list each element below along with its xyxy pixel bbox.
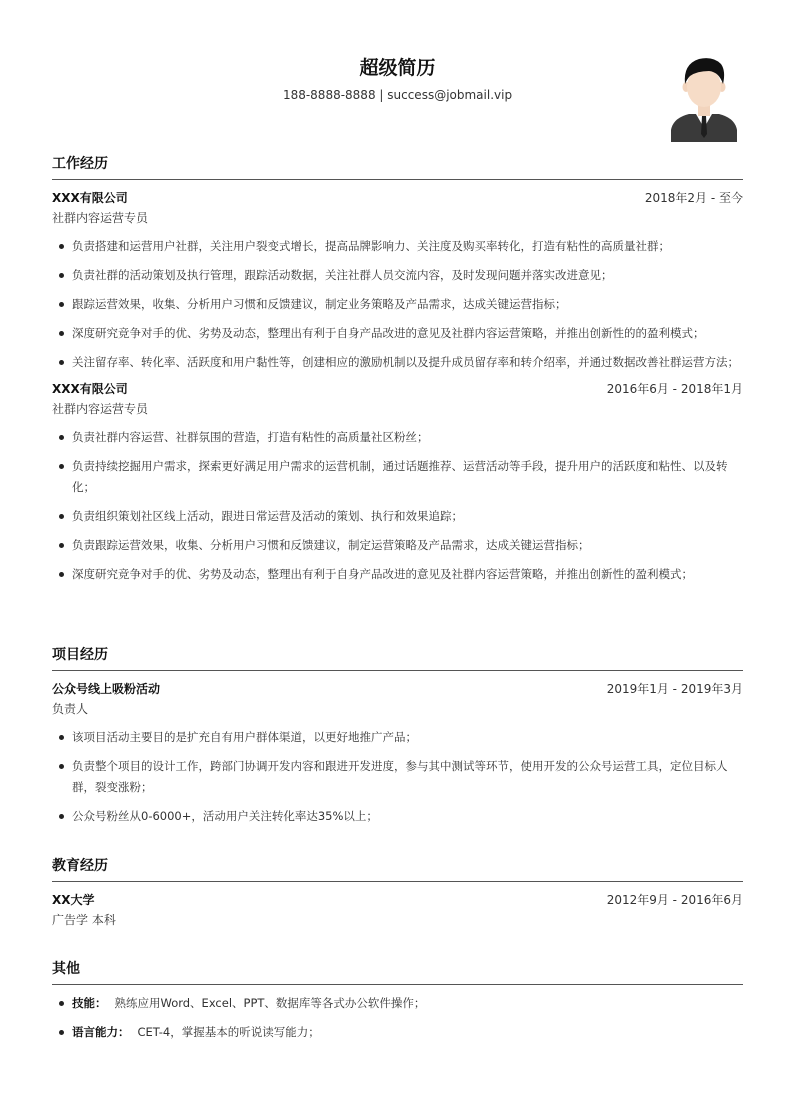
list-item: 该项目活动主要目的是扩充自有用户群体渠道，以更好地推广产品； (52, 727, 743, 748)
section-divider (52, 881, 743, 882)
list-item: 负责跟踪运营效果，收集、分析用户习惯和反馈建议，制定运营策略及产品需求，达成关键运营指标； (52, 535, 743, 556)
work-entry-1 (52, 188, 743, 373)
entry-header (52, 379, 743, 399)
date-range: 2016年6月 - 2018年1月 (606, 382, 743, 396)
entry-header (52, 890, 743, 910)
section-divider (52, 179, 743, 180)
other-list (52, 993, 743, 1043)
list-item: 负责社群内容运营、社群氛围的营造，打造有粘性的高质量社区粉丝； (52, 427, 743, 448)
job-title: 社群内容运营专员 (52, 402, 149, 416)
responsibility-list (52, 236, 743, 373)
school-name: XX大学 (52, 893, 95, 907)
resume-page (52, 0, 743, 1039)
skill-text: 熟练应用Word、Excel、PPT、数据库等各式办公软件操作； (114, 996, 426, 1010)
list-item (52, 993, 743, 1014)
list-item (52, 1022, 743, 1043)
list-item: 关注留存率、转化率、活跃度和用户黏性等，创建相应的激励机制以及提升成员留存率和转介绍率，并通过数据改善社群运营方法； (52, 352, 743, 373)
education-entry-1 (52, 890, 743, 930)
project-entry-1 (52, 679, 743, 827)
date-range: 2012年9月 - 2016年6月 (606, 893, 743, 907)
list-item: 负责持续挖掘用户需求，探索更好满足用户需求的运营机制，通过话题推荐、运营活动等手段，提升用户的活跃度和粘性、以及转化； (52, 456, 743, 498)
list-item: 负责社群的活动策划及执行管理，跟踪活动数据，关注社群人员交流内容，及时发现问题并落实改进意见； (52, 265, 743, 286)
list-item: 深度研究竞争对手的优、劣势及动态，整理出有利于自身产品改进的意见及社群内容运营策略，并推出创新性的的盈利模式； (52, 323, 743, 344)
date-range: 2018年2月 - 至今 (644, 191, 743, 205)
education-section (52, 854, 743, 930)
section-divider (52, 984, 743, 985)
list-item: 负责整个项目的设计工作，跨部门协调开发内容和跟进开发进度，参与其中测试等环节，使用开发的公众号运营工具，定位目标人群，裂变涨粉； (52, 756, 743, 798)
work-entry-2 (52, 379, 743, 585)
work-section-title: 工作经历 (52, 156, 108, 172)
responsibility-list (52, 427, 743, 585)
date-range: 2019年1月 - 2019年3月 (606, 682, 743, 696)
resume-header (52, 0, 743, 150)
job-title: 社群内容运营专员 (52, 211, 149, 225)
list-item: 负责搭建和运营用户社群，关注用户裂变式增长，提高品牌影响力、关注度及购买率转化，打造有粘性的高质量社群； (52, 236, 743, 257)
list-item: 负责组织策划社区线上活动，跟进日常运营及活动的策划、执行和效果追踪； (52, 506, 743, 527)
responsibility-list (52, 727, 743, 827)
projects-section (52, 643, 743, 835)
language-text: CET-4，掌握基本的听说读写能力； (137, 1025, 320, 1039)
company-name: XXX有限公司 (52, 191, 128, 205)
other-section-title: 其他 (52, 961, 80, 977)
avatar (669, 54, 739, 142)
entry-header (52, 188, 743, 208)
section-divider (52, 670, 743, 671)
degree: 广告学 本科 (52, 913, 116, 927)
project-role: 负责人 (52, 702, 89, 716)
list-item: 深度研究竞争对手的优、劣势及动态，整理出有利于自身产品改进的意见及社群内容运营策略，并推出创新性的盈利模式； (52, 564, 743, 585)
entry-header (52, 679, 743, 699)
projects-section-title: 项目经历 (52, 647, 108, 663)
list-item: 公众号粉丝从0-6000+，活动用户关注转化率达35%以上； (52, 806, 743, 827)
company-name: XXX有限公司 (52, 382, 128, 396)
project-name: 公众号线上吸粉活动 (52, 682, 161, 696)
work-section (52, 152, 743, 593)
other-section (52, 957, 743, 1051)
education-section-title: 教育经历 (52, 858, 108, 874)
resume-name: 超级简历 (359, 57, 436, 79)
skill-label: 技能： (72, 996, 107, 1010)
list-item: 跟踪运营效果，收集、分析用户习惯和反馈建议，制定业务策略及产品需求，达成关键运营指标； (52, 294, 743, 315)
language-label: 语言能力： (72, 1025, 130, 1039)
contact-info: 188-8888-8888 | success@jobmail.vip (282, 88, 513, 102)
